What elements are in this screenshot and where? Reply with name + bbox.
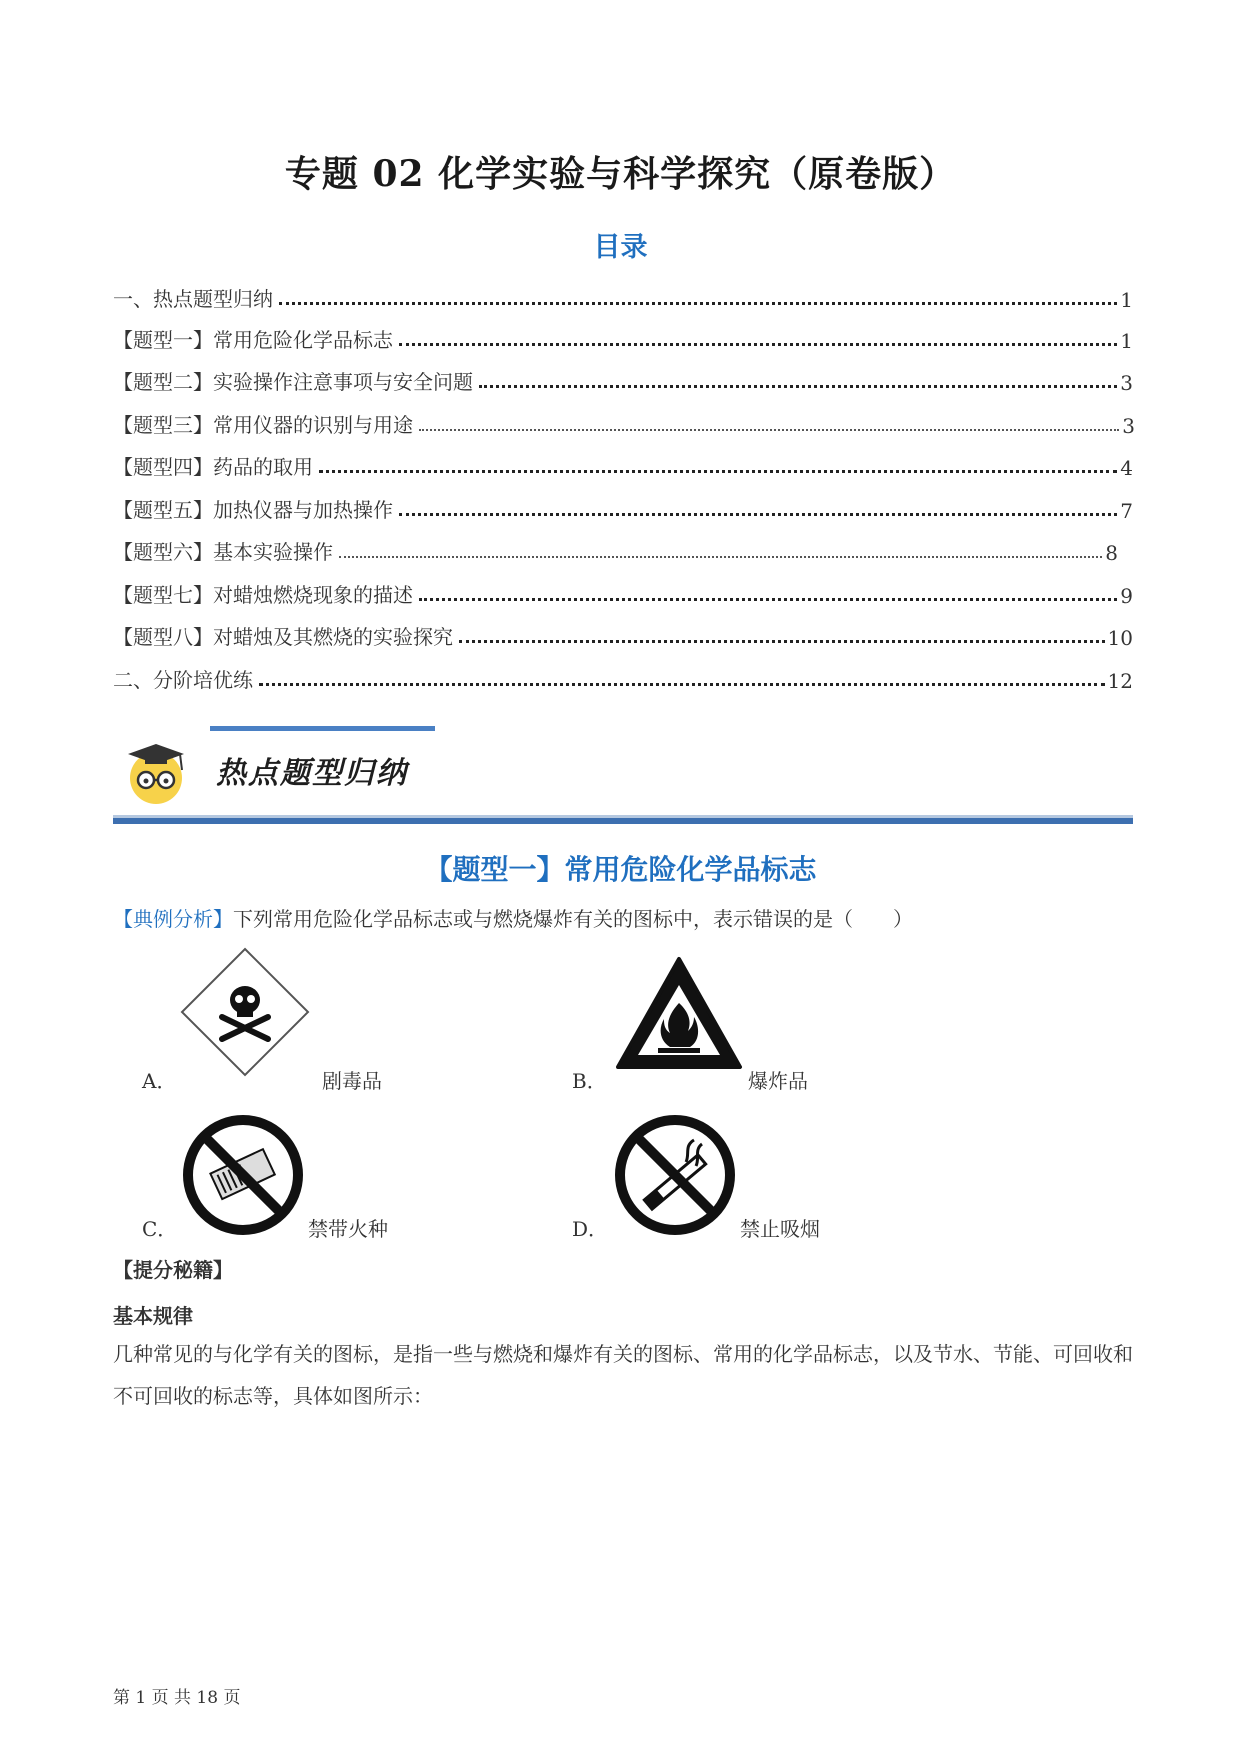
skull-crossbones-diamond-icon bbox=[180, 947, 310, 1077]
toc-entry-label: 二、分阶培优练 bbox=[113, 668, 253, 692]
toc-leader bbox=[459, 640, 1105, 643]
no-matches-icon bbox=[180, 1112, 306, 1238]
toc-entry-page: 8 bbox=[1105, 541, 1118, 565]
example-question-text: 下列常用危险化学品标志或与燃烧爆炸有关的图标中，表示错误的是（ ） bbox=[233, 907, 913, 931]
example-tag: 【典例分析】 bbox=[113, 907, 233, 931]
option-c-letter: C． bbox=[142, 1217, 178, 1241]
toc-leader bbox=[399, 513, 1117, 516]
scholar-emoji-icon bbox=[120, 738, 200, 806]
toc-entry-label: 【题型四】药品的取用 bbox=[113, 455, 313, 479]
toc-leader bbox=[339, 556, 1102, 558]
toc-entry-page: 1 bbox=[1120, 288, 1133, 312]
toc-entry-label: 【题型八】对蜡烛及其燃烧的实验探究 bbox=[113, 625, 453, 649]
toc-entry[interactable] bbox=[113, 578, 1133, 608]
toc-entry[interactable] bbox=[113, 323, 1133, 353]
toc-entry[interactable] bbox=[113, 620, 1133, 650]
tips-tag: 【提分秘籍】 bbox=[113, 1258, 233, 1282]
toc-heading: 目录 bbox=[593, 232, 648, 263]
option-b-label: 爆炸品 bbox=[748, 1069, 808, 1093]
document-title: 专题 02 化学实验与科学探究（原卷版） bbox=[284, 153, 957, 195]
option-a-letter: A． bbox=[142, 1069, 177, 1093]
section-title: 【题型一】常用危险化学品标志 bbox=[424, 853, 817, 886]
toc-entry-label: 【题型二】实验操作注意事项与安全问题 bbox=[113, 370, 473, 394]
option-c-label: 禁带火种 bbox=[308, 1217, 388, 1241]
option-a-label: 剧毒品 bbox=[322, 1069, 382, 1093]
toc-leader bbox=[419, 598, 1117, 601]
toc-entry-page: 3 bbox=[1120, 371, 1133, 395]
no-smoking-icon bbox=[612, 1112, 738, 1238]
toc-entry[interactable] bbox=[113, 408, 1135, 438]
toc-entry[interactable] bbox=[113, 663, 1133, 693]
toc-leader bbox=[399, 343, 1117, 346]
toc-entry-label: 【题型三】常用仪器的识别与用途 bbox=[113, 413, 413, 437]
option-b-letter: B． bbox=[572, 1069, 607, 1093]
page-footer: 第 1 页 共 18 页 bbox=[113, 1688, 241, 1708]
toc-entry-page: 7 bbox=[1120, 499, 1133, 523]
toc-entry-page: 10 bbox=[1107, 626, 1133, 650]
toc-leader bbox=[279, 302, 1117, 305]
toc-leader bbox=[419, 429, 1119, 431]
toc-entry[interactable] bbox=[113, 282, 1133, 312]
banner-accent-bar bbox=[210, 726, 435, 731]
banner-title: 热点题型归纳 bbox=[216, 756, 408, 791]
toc-entry-page: 3 bbox=[1122, 414, 1135, 438]
toc-leader bbox=[259, 683, 1105, 686]
option-d-letter: D． bbox=[572, 1217, 609, 1241]
toc-entry-label: 【题型五】加热仪器与加热操作 bbox=[113, 498, 393, 522]
toc-leader bbox=[319, 470, 1117, 473]
toc-entry-label: 【题型一】常用危险化学品标志 bbox=[113, 328, 393, 352]
example-question bbox=[113, 903, 913, 932]
toc-entry[interactable] bbox=[113, 365, 1133, 395]
toc-entry-page: 4 bbox=[1120, 456, 1133, 480]
toc-leader bbox=[479, 385, 1117, 388]
toc-entry[interactable] bbox=[113, 493, 1133, 523]
toc-entry-label: 【题型七】对蜡烛燃烧现象的描述 bbox=[113, 583, 413, 607]
toc-entry[interactable] bbox=[113, 450, 1133, 480]
toc-entry-label: 【题型六】基本实验操作 bbox=[113, 540, 333, 564]
toc-entry-page: 9 bbox=[1120, 584, 1133, 608]
basic-rule-heading: 基本规律 bbox=[113, 1304, 193, 1328]
flame-triangle-icon bbox=[614, 955, 744, 1073]
option-d-label: 禁止吸烟 bbox=[740, 1217, 820, 1241]
basic-rule-text: 几种常见的与化学有关的图标，是指一些与燃烧和爆炸有关的图标、常用的化学品标志，以及节水、节能、可回收和不可回收的标志等，具体如图所示： bbox=[113, 1342, 1133, 1408]
toc-entry[interactable] bbox=[113, 535, 1118, 565]
toc-entry-page: 1 bbox=[1120, 329, 1133, 353]
banner-divider bbox=[113, 815, 1133, 824]
toc-entry-page: 12 bbox=[1107, 669, 1133, 693]
toc-entry-label: 一、热点题型归纳 bbox=[113, 287, 273, 311]
